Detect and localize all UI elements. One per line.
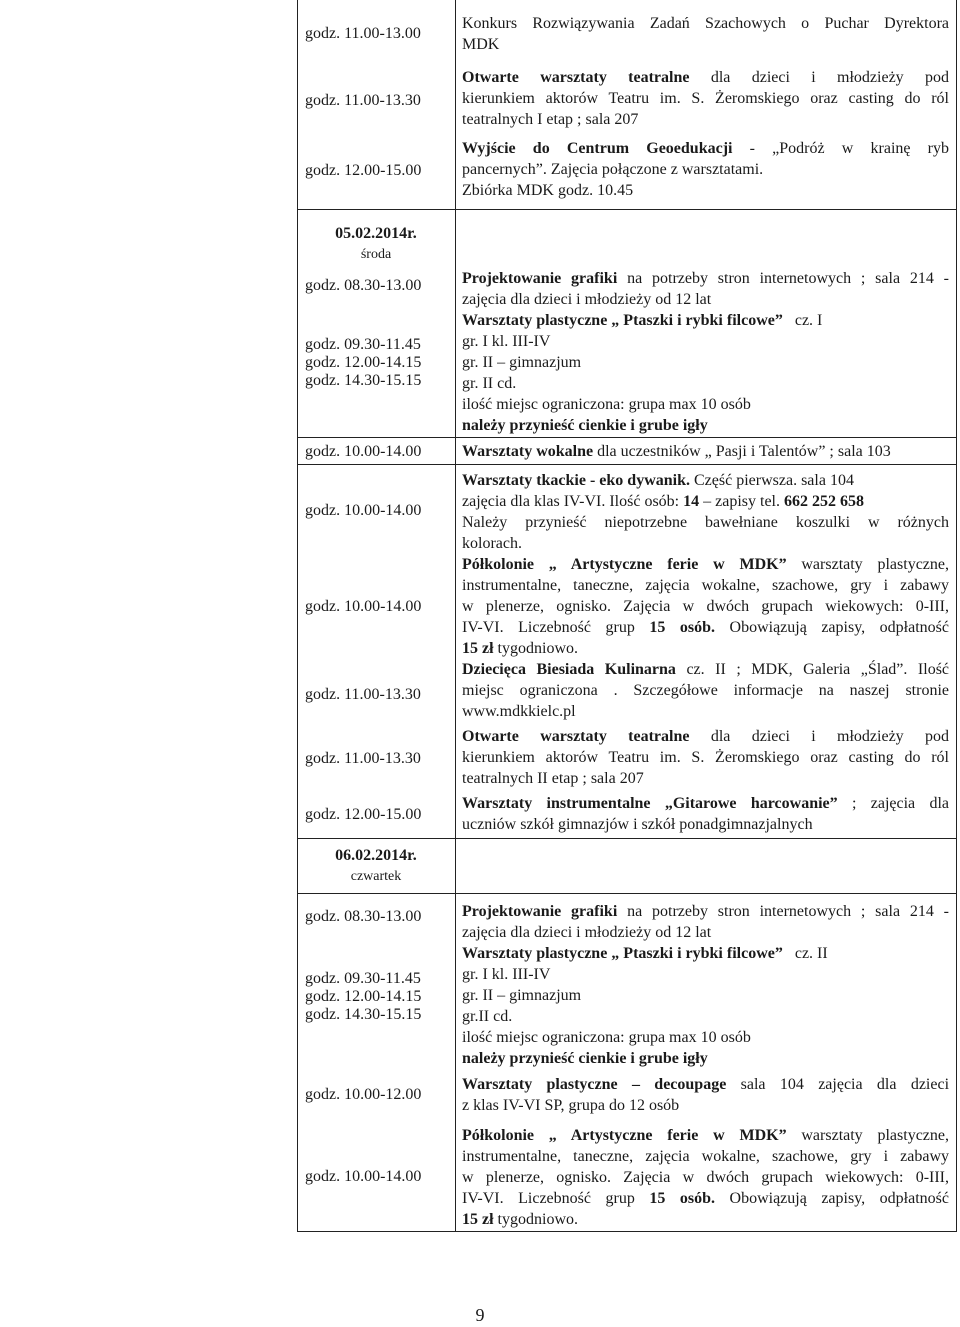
event-plastyczne: Warsztaty plastyczne „ Ptaszki i rybki filcowe” cz. II gr. I kl. III-IV gr. II – gimnazjum gr.II cd. ilość miejsc ograniczona: grupa max 10 osób należy przynieść cienkie i grube igły <box>462 943 949 1069</box>
group-item: gr. II – gimnazjum <box>462 354 582 371</box>
row-divider <box>297 893 956 894</box>
time-slot: godz. 14.30-15.15 <box>305 372 422 389</box>
time-slot: godz. 11.00-13.30 <box>305 686 421 703</box>
event-biesiada: Dziecięca Biesiada Kulinarna cz. II ; MDK, Galeria „Ślad”. Ilość miejsc ograniczona . Szczegółowe informacje na naszej stronie www.mdkkielc.pl <box>462 661 950 720</box>
time-slot: godz. 12.00-14.15 <box>305 988 422 1005</box>
event-plastyczne: Warsztaty plastyczne „ Ptaszki i rybki filcowe” cz. I gr. I kl. III-IV gr. II – gimnazjum gr. II cd. ilość miejsc ograniczona: grupa max 10 osób należy przynieść cienkie i grube igły <box>462 310 949 436</box>
time-slot: godz. 12.00-15.00 <box>305 162 422 179</box>
event-note: należy przynieść cienkie i grube igły <box>462 1050 708 1067</box>
time-slot: godz. 11.00-13.00 <box>305 25 421 42</box>
event-konkurs <box>462 13 949 55</box>
time-slot: godz. 12.00-15.00 <box>305 806 422 823</box>
event-title: Wyjście do Centrum Geoedukacji <box>462 140 733 157</box>
time-slot: godz. 09.30-11.45 <box>305 970 421 987</box>
time-slot: godz. 10.00-14.00 <box>305 443 422 460</box>
time-slot: godz. 11.00-13.30 <box>305 750 421 767</box>
row-divider <box>297 209 956 210</box>
event-title: Warsztaty instrumentalne „Gitarowe harcowanie” <box>462 795 838 812</box>
day-heading <box>297 845 455 887</box>
event-teatr: Otwarte warsztaty teatralne dla dzieci i młodzieży pod kierunkiem aktorów Teatru im. S. Żeromskiego oraz casting do ról teatralnych I etap ; sala 207 <box>462 69 950 128</box>
row-divider <box>297 437 956 438</box>
day-date: 06.02.2014r. <box>335 847 417 864</box>
event-title: Warsztaty plastyczne „ Ptaszki i rybki filcowe” <box>462 945 783 962</box>
event-title: Projektowanie grafiki <box>462 903 618 920</box>
event-title: Półkolonie „ Artystyczne ferie w MDK” <box>462 556 787 573</box>
time-slot: godz. 09.30-11.45 <box>305 336 421 353</box>
group-item: gr. II cd. <box>462 375 517 392</box>
event-geoedukacja: Wyjście do Centrum Geoedukacji - „Podróż w krainę ryb pancernych”. Zajęcia połączone z warsztatami. Zbiórka MDK godz. 10.45 <box>462 140 950 199</box>
event-grafika: Projektowanie grafiki na potrzeby stron internetowych ; sala 214 - zajęcia dla dzieci i młodzieży od 12 lat <box>462 903 950 941</box>
event-polkolonie: Półkolonie „ Artystyczne ferie w MDK” warsztaty plastyczne, instrumentalne, taneczne, zajęcia wokalne, szachowe, gry i zabawy w plenerze, ognisko. Zajęcia w dwóch grupach wiekowych: 0-III, IV-VI. Liczebność grup 15 osób. Obowiązują zapisy, odpłatność 15 zł tygodniowo. <box>462 556 950 657</box>
event-line: Konkurs Rozwiązywania Zadań Szachowych o Puchar Dyrektora <box>462 15 949 32</box>
website-text: www.mdkkielc.pl <box>462 703 576 720</box>
event-note: należy przynieść cienkie i grube igły <box>462 417 708 434</box>
day-weekday: środa <box>360 247 392 262</box>
event-teatr-2: Otwarte warsztaty teatralne dla dzieci i młodzieży pod kierunkiem aktorów Teatru im. S. Żeromskiego oraz casting do ról teatralnych II etap ; sala 207 <box>462 728 950 787</box>
event-decoupage: Warsztaty plastyczne – decoupage sala 104 zajęcia dla dzieci z klas IV-VI SP, grupa do 12 osób <box>462 1076 950 1114</box>
group-item: gr. II – gimnazjum <box>462 987 582 1004</box>
time-slot: godz. 11.00-13.30 <box>305 92 421 109</box>
event-gitarowe: Warsztaty instrumentalne „Gitarowe harcowanie” ; zajęcia dla uczniów szkół gimnazjów i szkół ponadgimnazjalnych <box>462 795 950 833</box>
event-title: Półkolonie „ Artystyczne ferie w MDK” <box>462 1127 787 1144</box>
column-divider <box>455 0 456 1231</box>
day-date: 05.02.2014r. <box>335 225 417 242</box>
page-number: 9 <box>475 1305 485 1325</box>
event-title: Otwarte warsztaty teatralne <box>462 69 690 86</box>
time-slot: godz. 08.30-13.00 <box>305 908 422 925</box>
day-weekday: czwartek <box>350 869 402 884</box>
group-item: gr.II cd. <box>462 1008 513 1025</box>
event-title: Otwarte warsztaty teatralne <box>462 728 690 745</box>
row-divider <box>297 838 956 839</box>
group-item: gr. I kl. III-IV <box>462 333 551 350</box>
day-heading <box>297 223 455 265</box>
event-polkolonie: Półkolonie „ Artystyczne ferie w MDK” warsztaty plastyczne, instrumentalne, taneczne, zajęcia wokalne, szachowe, gry i zabawy w plenerze, ognisko. Zajęcia w dwóch grupach wiekowych: 0-III, IV-VI. Liczebność grup 15 osób. Obowiązują zapisy, odpłatność 15 zł tygodniowo. <box>462 1127 950 1228</box>
time-slot: godz. 10.00-12.00 <box>305 1086 422 1103</box>
row-divider <box>297 464 956 465</box>
event-title: Dziecięca Biesiada Kulinarna <box>462 661 676 678</box>
event-title: Warsztaty tkackie - eko dywanik. <box>462 472 690 489</box>
event-title: Warsztaty plastyczne – decoupage <box>462 1076 727 1093</box>
event-grafika: Projektowanie grafiki na potrzeby stron internetowych ; sala 214 - zajęcia dla dzieci i młodzieży od 12 lat <box>462 270 950 308</box>
time-slot: godz. 10.00-14.00 <box>305 502 422 519</box>
event-title: Warsztaty plastyczne „ Ptaszki i rybki filcowe” <box>462 312 783 329</box>
event-title: Warsztaty wokalne <box>462 443 594 460</box>
time-slot: godz. 14.30-15.15 <box>305 1006 422 1023</box>
event-wokalne: Warsztaty wokalne dla uczestników „ Pasji i Talentów” ; sala 103 <box>462 443 891 460</box>
time-slot: godz. 12.00-14.15 <box>305 354 422 371</box>
time-slot: godz. 08.30-13.00 <box>305 277 422 294</box>
time-slot: godz. 10.00-14.00 <box>305 1168 422 1185</box>
event-title: Projektowanie grafiki <box>462 270 618 287</box>
event-line: MDK <box>462 36 500 53</box>
time-slot: godz. 10.00-14.00 <box>305 598 422 615</box>
group-item: gr. I kl. III-IV <box>462 966 551 983</box>
event-tkackie: Warsztaty tkackie - eko dywanik. Część pierwsza. sala 104 zajęcia dla klas IV-VI. Ilość osób: 14 – zapisy tel. 662 252 658 Należy przynieść niepotrzebne bawełniane koszulki w różnych kolorach. <box>462 472 949 552</box>
